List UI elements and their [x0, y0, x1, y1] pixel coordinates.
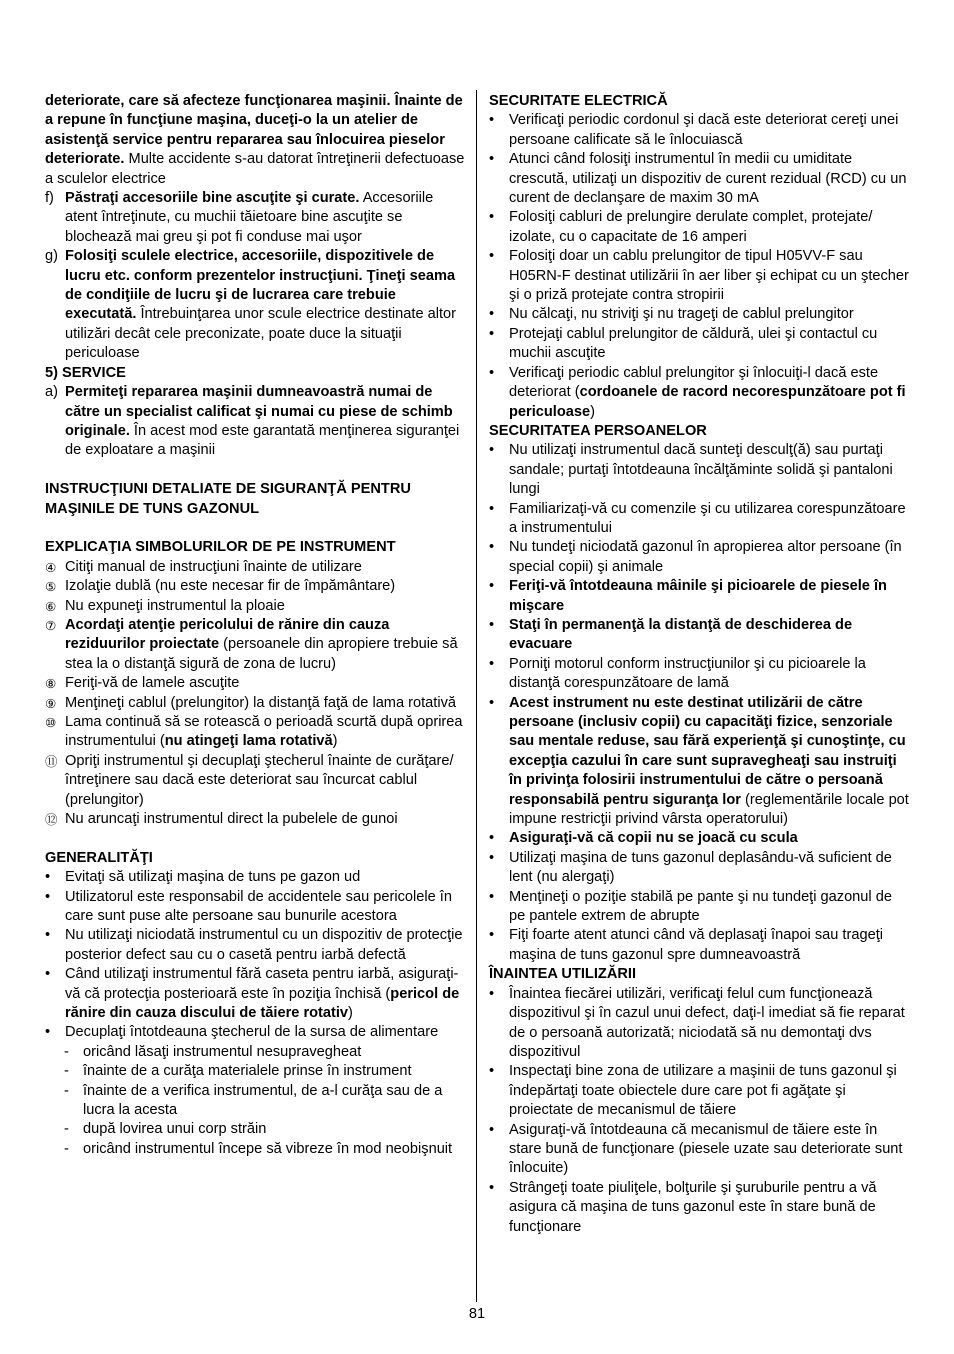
spacer [45, 461, 465, 480]
bold-text: nu atingeţi lama rotativă [164, 733, 333, 750]
symbol-number: ④ [45, 560, 57, 575]
symbol-item [45, 616, 465, 674]
bullet-item [489, 655, 912, 694]
bullet-item [489, 616, 912, 655]
bullet-icon: • [489, 248, 495, 265]
bullet-item [489, 364, 912, 422]
bullet-icon: • [489, 306, 495, 323]
bullet-icon: • [489, 888, 495, 905]
bullet-item [45, 926, 465, 965]
text: Multe accidente s-au datorat întreţinerii defectuoase a sculelor electrice [45, 151, 465, 187]
bullet-icon: • [45, 1024, 51, 1041]
bold-text: Folosiţi sculele electrice, accesoriile, dispozitivele de lucru etc. conform prezentelor instrucţiuni. Ţineţi seama de condiţiile de lucru şi de lucrarea care trebuie executată. [65, 248, 456, 323]
text: În acest mod este garantată menţinerea siguranţei de exploatare a maşinii [65, 422, 460, 459]
bullet-item [489, 694, 912, 830]
text: Înaintea fiecărei utilizări, verificaţi felul cum funcţionează dispozitivul şi în cazul unui defect, daţi-l imediat să fie reparat de o persoană autorizată; niciodată să nu demontaţi dvs dispozitivul [509, 985, 905, 1060]
text: înainte de a verifica instrumentul, de a-l curăţa sau de a lucra la acesta [83, 1082, 443, 1119]
text: Evitaţi să utilizaţi maşina de tuns pe gazon ud [65, 869, 361, 886]
text: înainte de a curăţa materialele prinse în instrument [83, 1063, 412, 1080]
bold-text: deteriorate, care să afecteze funcţionarea maşinii. Înainte de a repune în funcţiune maşina, duceţi-o la un atelier de asistenţă service pentru repararea sau înlocuirea pieselor deteriorate. [45, 93, 463, 168]
section-heading-before-use: ÎNAINTEA UTILIZĂRII [489, 966, 637, 983]
bullet-item [489, 577, 912, 616]
continued-paragraph [45, 92, 465, 189]
bullet-icon: • [489, 112, 495, 129]
text: Întrebuinţarea unor scule electrice destinate altor utilizări decât cele preconizate, poate duce la situaţii periculoase [65, 306, 457, 362]
left-column [45, 92, 465, 1159]
bullet-icon: • [489, 539, 495, 556]
symbol-item [45, 577, 465, 596]
bullet-icon: • [489, 1121, 495, 1138]
bullet-item [489, 305, 912, 324]
text: Nu aruncaţi instrumentul direct la pubelele de gunoi [65, 811, 398, 827]
text: Porniţi motorul conform instrucţiunilor şi cu picioarele la distanţă corespunzătoare de lamă [509, 655, 866, 692]
bold-text: Staţi în permanenţă la distanţă de deschiderea de evacuare [509, 616, 853, 653]
symbol-item [45, 713, 465, 752]
bullet-icon: • [489, 325, 495, 342]
bullet-icon: • [489, 578, 495, 595]
text: ) [332, 733, 338, 750]
text: Citiţi manual de instrucţiuni înainte de utilizare [65, 558, 362, 575]
dash-item [45, 1120, 465, 1139]
right-column [489, 92, 912, 1237]
list-item-g [45, 247, 465, 363]
bold-text: Păstraţi accesoriile bine ascuţite şi curate. [65, 190, 360, 207]
bullet-icon: • [489, 694, 495, 711]
text: Lama continuă să se rotească o perioadă scurtă după oprirea instrumentului ( [65, 713, 463, 750]
bold-text: Permiteţi repararea maşinii dumneavoastră numai de către un specialist calificat şi numai cu piese de schimb originale. [65, 384, 453, 439]
spacer [45, 829, 465, 848]
bullet-icon: • [45, 927, 51, 944]
symbol-number: ⑩ [45, 715, 57, 730]
text: Folosiţi doar un cablu prelungitor de tipul H05VV-F sau H05RN-F destinat utilizării în aer liber şi echipat cu un ştecher şi o priză protejate contra stropirii [509, 248, 909, 304]
text: Nu utilizaţi instrumentul dacă sunteţi desculţ(ă) sau purtaţi sandale; purtaţi întotdeauna încălţăminte solidă şi pantaloni lungi [509, 442, 893, 498]
text: Folosiţi cabluri de prelungire derulate complet, protejate/ izolate, cu o capacitate de 16 amperi [509, 209, 873, 245]
bullet-item [489, 150, 912, 208]
list-item-a [45, 383, 465, 461]
symbol-number: ⑨ [45, 696, 57, 711]
electric-list [489, 111, 912, 422]
dash-marker: - [64, 1082, 69, 1099]
text: Menţineţi o poziţie stabilă pe pante şi nu tundeţi gazonul de pe pantele extrem de abrupte [509, 888, 892, 925]
section-heading-electric: SECURITATE ELECTRICĂ [489, 93, 668, 109]
text: Utilizaţi maşina de tuns gazonul deplasându-vă suficient de lent (nu alergaţi) [509, 849, 892, 886]
general-list [45, 868, 465, 1159]
bullet-item [489, 247, 912, 305]
text: Atunci când folosiţi instrumentul în medii cu umiditate crescută, utilizaţi un dispozitiv de curent rezidual (RCD) cu un curent de declanşare de maxim 30 mA [509, 151, 907, 207]
symbol-number: ⑪ [45, 754, 58, 769]
text: Nu călcaţi, nu striviţi şi nu trageţi de cablul prelungitor [509, 306, 854, 323]
bullet-item [489, 1179, 912, 1237]
symbol-item [45, 694, 465, 713]
bullet-icon: • [489, 830, 495, 847]
text: Protejaţi cablul prelungitor de căldură, ulei şi contactul cu muchii ascuţite [509, 325, 878, 362]
text: Familiarizaţi-vă cu comenzile şi cu utilizarea corespunzătoare a instrumentului [509, 500, 906, 536]
symbol-item [45, 674, 465, 693]
text: Nu tundeţi niciodată gazonul în apropierea altor persoane (în special copii) şi animale [509, 539, 902, 575]
text: Când utilizaţi instrumentul fără caseta pentru iarbă, asiguraţi-vă că protecţia posterioară este în poziţia închisă ( [65, 966, 459, 1002]
bullet-icon: • [489, 985, 495, 1002]
text: Nu expuneţi instrumentul la ploaie [65, 597, 285, 614]
text: oricând lăsaţi instrumentul nesupravegheat [83, 1043, 362, 1060]
bold-text: cordoanele de racord necorespunzătoare pot fi periculoase [509, 384, 906, 420]
bullet-item [489, 111, 912, 150]
bullet-icon: • [489, 927, 495, 944]
text: Opriţi instrumentul şi decuplaţi ştecherul înainte de curăţare/întreţinere sau dacă este deteriorat sau încurcat cablul (prelungitor) [65, 752, 454, 808]
bullet-icon: • [489, 655, 495, 672]
text: Feriţi-vă de lamele ascuţite [65, 675, 240, 692]
bullet-icon: • [489, 151, 495, 168]
bold-text: Feriţi-vă întotdeauna mâinile şi picioarele de piesele în mişcare [509, 578, 887, 614]
bullet-icon: • [45, 888, 51, 905]
text: Strângeţi toate piuliţele, bolţurile şi şuruburile pentru a vă asigura că maşina de tuns gazonul este în stare bună de funcţionare [509, 1179, 877, 1235]
text: Menţineţi cablul (prelungitor) la distanţă faţă de lama rotativă [65, 694, 456, 711]
bold-text: pericol de rănire din cauza discului de tăiere rotativ [65, 985, 460, 1022]
text: Inspectaţi bine zona de utilizare a maşinii de tuns gazonul şi îndepărtaţi toate obiectele dure care pot fi agăţate şi proiectate de mecanismul de tăiere [509, 1063, 897, 1119]
bullet-icon: • [489, 209, 495, 226]
bullet-icon: • [489, 364, 495, 381]
before-use-list [489, 985, 912, 1237]
persons-list [489, 441, 912, 965]
bold-text: Acest instrument nu este destinat utilizării de către persoane (inclusiv copii) cu capacităţi fizice, senzoriale sau mentale reduse, sau fără experienţă şi cunoştinţe, cu excepţia cazului în care sunt supravegheaţi sau instruiţi în privinţa folosirii instrumentului de către o persoană responsabilă pentru siguranţa lor [509, 694, 906, 808]
bullet-icon: • [489, 849, 495, 866]
bullet-item [45, 965, 465, 1023]
text: după lovirea unui corp străin [83, 1121, 267, 1138]
text: Asiguraţi-vă întotdeauna că mecanismul de tăiere este în stare bună de funcţionare (piesele uzate sau deteriorate sunt înlocuite) [509, 1121, 903, 1177]
spacer [45, 519, 465, 538]
symbol-item [45, 597, 465, 616]
text: Accesoriile atent întreţinute, cu muchii tăietoare bine ascuţite se blochează mai greu şi pot fi conduse mai uşor [65, 190, 434, 245]
text: Izolaţie dublă (nu este necesar fir de împământare) [65, 578, 396, 595]
bullet-item [489, 849, 912, 888]
item-marker: a) [45, 384, 58, 401]
symbols-list [45, 558, 465, 830]
bullet-icon: • [489, 616, 495, 633]
bullet-item [489, 325, 912, 364]
symbol-number: ⑦ [45, 618, 57, 633]
text: ) [348, 1005, 353, 1022]
section-heading-symbols: EXPLICAŢIA SIMBOLURILOR DE PE INSTRUMENT [45, 539, 396, 556]
text: ) [590, 403, 595, 420]
symbol-number: ⑤ [45, 580, 57, 595]
bullet-item [489, 208, 912, 247]
text: Nu utilizaţi niciodată instrumentul cu un dispozitiv de protecţie posterior defect sau cu o casetă pentru iarbă defectă [65, 927, 463, 963]
symbol-number: ⑧ [45, 677, 57, 692]
page-number: 81 [468, 1306, 486, 1322]
section-heading-general: GENERALITĂŢI [45, 849, 153, 866]
bullet-icon: • [489, 442, 495, 459]
symbol-item [45, 558, 465, 577]
bullet-item [489, 926, 912, 965]
symbol-item [45, 752, 465, 810]
bullet-item [45, 1023, 465, 1042]
section-heading-persons: SECURITATEA PERSOANELOR [489, 422, 707, 439]
bullet-item [489, 538, 912, 577]
dash-marker: - [64, 1121, 69, 1138]
symbol-number: ⑥ [45, 599, 57, 614]
text: Decuplaţi întotdeauna ştecherul de la sursa de alimentare [65, 1024, 439, 1041]
text: Utilizatorul este responsabil de accidentele sau pericolele în care sunt puse alte persoane sau bunurile acestora [65, 888, 452, 925]
dash-item [45, 1140, 465, 1159]
bullet-item [489, 441, 912, 499]
dash-marker: - [64, 1063, 69, 1080]
section-heading-service: 5) SERVICE [45, 364, 126, 381]
dash-marker: - [64, 1140, 69, 1157]
text: Verificaţi periodic cablul prelungitor şi înlocuiţi-l dacă este deteriorat ( [509, 364, 879, 401]
text: (persoanele din apropiere trebuie să stea la o distanţă sigură de zona de lucru) [65, 636, 458, 672]
bullet-icon: • [45, 966, 51, 983]
bullet-icon: • [489, 1179, 495, 1196]
dash-item [45, 1062, 465, 1081]
section-heading-detailed: INSTRUCŢIUNI DETALIATE DE SIGURANŢĂ PENTRU MAŞINILE DE TUNS GAZONUL [45, 481, 411, 517]
dash-item [45, 1082, 465, 1121]
column-divider [476, 90, 477, 1302]
bullet-item [45, 868, 465, 887]
symbol-number: ⑫ [45, 813, 58, 827]
text: Fiţi foarte atent atunci când vă deplasaţi înapoi sau trageţi maşina de tuns gazonul spre dumneavoastră [509, 927, 883, 963]
bullet-item [489, 500, 912, 539]
symbol-item [45, 810, 465, 829]
list-item-f [45, 189, 465, 247]
bullet-icon: • [489, 500, 495, 517]
item-marker: f) [45, 190, 54, 207]
bullet-item [489, 985, 912, 1063]
dash-marker: - [64, 1043, 69, 1060]
bullet-item [489, 1062, 912, 1120]
bold-text: Acordaţi atenţie pericolului de rănire din cauza reziduurilor proiectate [65, 616, 390, 653]
text: (reglementările locale pot impune restricţii privind vârsta operatorului) [509, 791, 909, 828]
text: Verificaţi periodic cordonul şi dacă este deteriorat cereţi unei persoane calificate să le înlocuiască [509, 112, 899, 148]
bullet-item [489, 888, 912, 927]
bullet-item [45, 888, 465, 927]
text: oricând instrumentul începe să vibreze în mod neobişnuit [83, 1140, 453, 1157]
bullet-icon: • [489, 1063, 495, 1080]
bullet-item [489, 829, 912, 848]
item-marker: g) [45, 248, 58, 265]
bold-text: Asiguraţi-vă că copii nu se joacă cu scula [509, 830, 798, 847]
bullet-item [489, 1121, 912, 1179]
dash-item [45, 1043, 465, 1062]
bullet-icon: • [45, 869, 51, 886]
